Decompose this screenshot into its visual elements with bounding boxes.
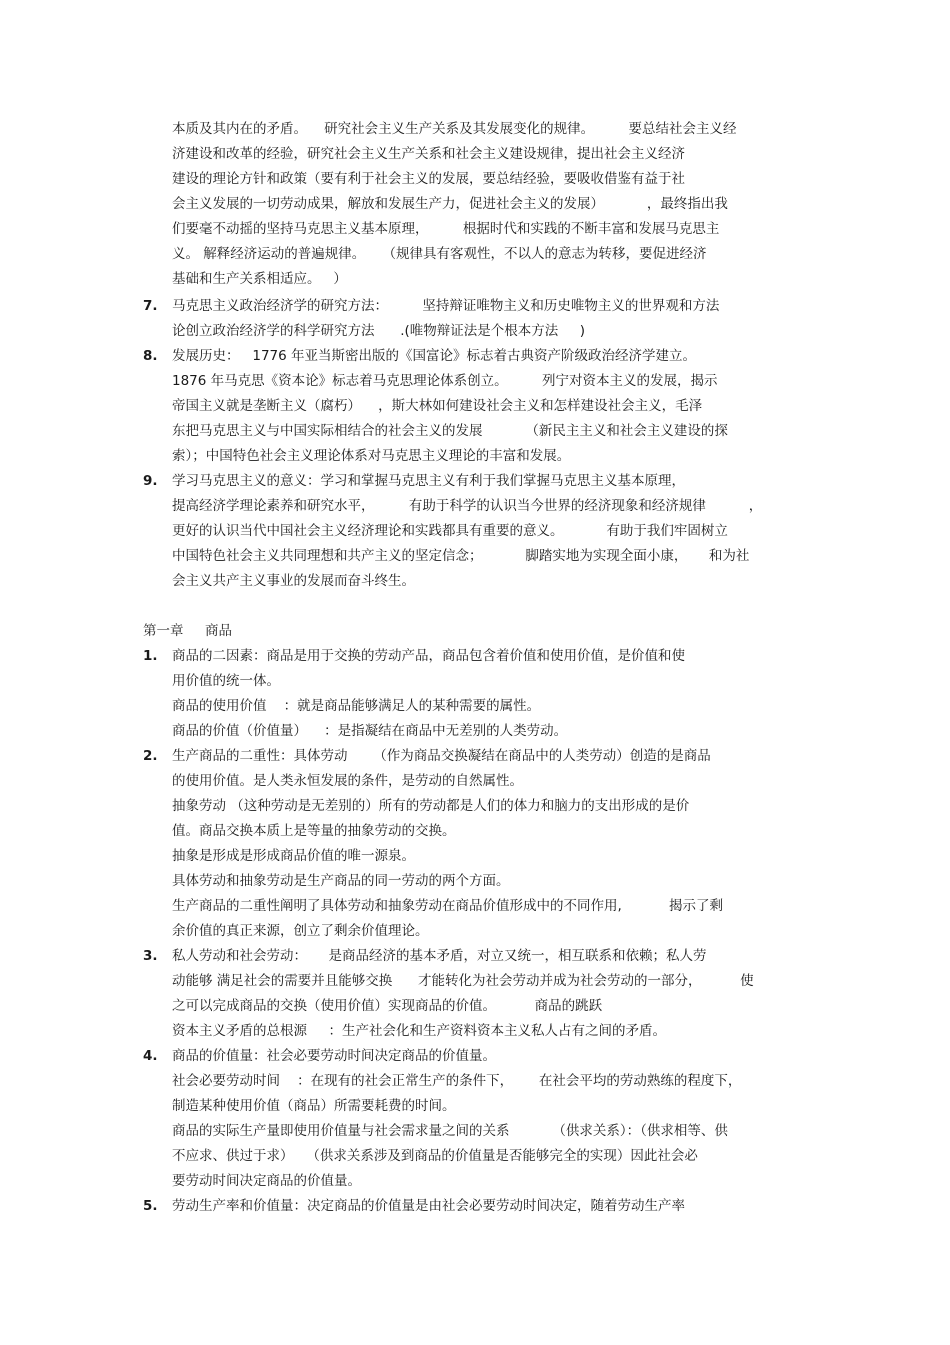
item-line: 商品的二因素：商品是用于交换的劳动产品，商品包含着价值和使用价值，是价值和使 — [172, 648, 685, 664]
item-line: 具体劳动和抽象劳动是生产商品的同一劳动的两个方面。 — [172, 873, 510, 889]
item-number: 3. — [143, 948, 158, 964]
item-line: 会主义共产主义事业的发展而奋斗终生。 — [172, 573, 415, 589]
item-line: 余价值的真正来源，创立了剩余价值理论。 — [172, 923, 429, 939]
intro-line: 会主义发展的一切劳动成果，解放和发展生产力，促进社会主义的发展） ，最终指出我 — [172, 196, 728, 212]
item-line: 值。商品交换本质上是等量的抽象劳动的交换。 — [172, 823, 456, 839]
intro-line: 济建设和改革的经验，研究社会主义生产关系和社会主义建设规律，提出社会主义经济 — [172, 146, 685, 162]
item-line: 抽象是形成是形成商品价值的唯一源泉。 — [172, 848, 415, 864]
item-number: 7. — [143, 298, 158, 314]
item-number: 4. — [143, 1048, 158, 1064]
item-line: 动能够 满足社会的需要并且能够交换 才能转化为社会劳动并成为社会劳动的一部分， 使 — [172, 973, 754, 989]
chapter-title: 第一章 商品 — [143, 623, 232, 639]
item-number: 9. — [143, 473, 158, 489]
item-line: 之可以完成商品的交换（使用价值）实现商品的价值。 商品的跳跃 — [172, 998, 603, 1014]
intro-line: 基础和生产关系相适应。 ） — [172, 271, 347, 287]
item-line: 社会必要劳动时间 ：在现有的社会正常生产的条件下， 在社会平均的劳动熟练的程度下， — [172, 1073, 742, 1089]
item-line: 商品的价值（价值量） ：是指凝结在商品中无差别的人类劳动。 — [172, 723, 568, 739]
item-line: 抽象劳动 （这种劳动是无差别的）所有的劳动都是人们的体力和脑力的支出形成的是价 — [172, 798, 690, 814]
item-line: 生产商品的二重性：具体劳动 （作为商品交换凝结在商品中的人类劳动）创造的是商品 — [172, 748, 711, 764]
item-line: 索）；中国特色社会主义理论体系对马克思主义理论的丰富和发展。 — [172, 448, 571, 464]
item-line: 论创立政治经济学的科学研究方法 .(唯物辩证法是个根本方法 ) — [172, 323, 586, 339]
item-line: 东把马克思主义与中国实际相结合的社会主义的发展 （新民主主义和社会主义建设的探 — [172, 423, 728, 439]
item-line: 1876 年马克思《资本论》标志着马克思理论体系创立。 列宁对资本主义的发展，揭示 — [172, 373, 718, 389]
item-line: 私人劳动和社会劳动： 是商品经济的基本矛盾，对立又统一，相互联系和依赖；私人劳 — [172, 948, 707, 964]
item-line: 中国特色社会主义共同理想和共产主义的坚定信念； 脚踏实地为实现全面小康， 和为社 — [172, 548, 750, 564]
intro-line: 义。 解释经济运动的普遍规律。 （规律具有客观性，不以人的意志为转移，要促进经济 — [172, 246, 707, 262]
intro-line: 本质及其内在的矛盾。 研究社会主义生产关系及其发展变化的规律。 要总结社会主义经 — [172, 121, 737, 137]
item-line: 更好的认识当代中国社会主义经济理论和实践都具有重要的意义。 有助于我们牢固树立 — [172, 523, 728, 539]
item-line: 商品的使用价值 ：就是商品能够满足人的某种需要的属性。 — [172, 698, 541, 714]
item-line: 生产商品的二重性阐明了具体劳动和抽象劳动在商品价值形成中的不同作用, 揭示了剩 — [172, 898, 723, 914]
item-line: 帝国主义就是垄断主义（腐朽） ，斯大林如何建设社会主义和怎样建设社会主义，毛泽 — [172, 398, 703, 414]
item-line: 用价值的统一体。 — [172, 673, 280, 689]
item-line: 商品的价值量：社会必要劳动时间决定商品的价值量。 — [172, 1048, 496, 1064]
intro-line: 建设的理论方针和政策（要有利于社会主义的发展，要总结经验，要吸收借鉴有益于社 — [172, 171, 685, 187]
item-line: 的使用价值。是人类永恒发展的条件，是劳动的自然属性。 — [172, 773, 523, 789]
intro-line: 们要毫不动摇的坚持马克思主义基本原理， 根据时代和实践的不断丰富和发展马克思主 — [172, 221, 720, 237]
item-line: 要劳动时间决定商品的价值量。 — [172, 1173, 361, 1189]
item-number: 1. — [143, 648, 158, 664]
item-line: 制造某种使用价值（商品）所需要耗费的时间。 — [172, 1098, 456, 1114]
item-number: 5. — [143, 1198, 158, 1214]
item-line: 资本主义矛盾的总根源 ：生产社会化和生产资料资本主义私人占有之间的矛盾。 — [172, 1023, 666, 1039]
item-line: 劳动生产率和价值量：决定商品的价值量是由社会必要劳动时间决定，随着劳动生产率 — [172, 1198, 685, 1214]
item-line: 不应求、供过于求） （供求关系涉及到商品的价值量是否能够完全的实现）因此社会必 — [172, 1148, 698, 1164]
item-line: 商品的实际生产量即使用价值量与社会需求量之间的关系 （供求关系）：（供求相等、供 — [172, 1123, 728, 1139]
item-line: 学习马克思主义的意义：学习和掌握马克思主义有利于我们掌握马克思主义基本原理， — [172, 473, 685, 489]
item-line: 马克思主义政治经济学的研究方法： 坚持辩证唯物主义和历史唯物主义的世界观和方法 — [172, 298, 720, 314]
item-line: 提高经济学理论素养和研究水平， 有助于科学的认识当今世界的经济现象和经济规律 ， — [172, 498, 763, 514]
item-line: 发展历史： 1776 年亚当斯密出版的《国富论》标志着古典资产阶级政治经济学建立。 — [172, 348, 697, 364]
item-number: 2. — [143, 748, 158, 764]
item-number: 8. — [143, 348, 158, 364]
